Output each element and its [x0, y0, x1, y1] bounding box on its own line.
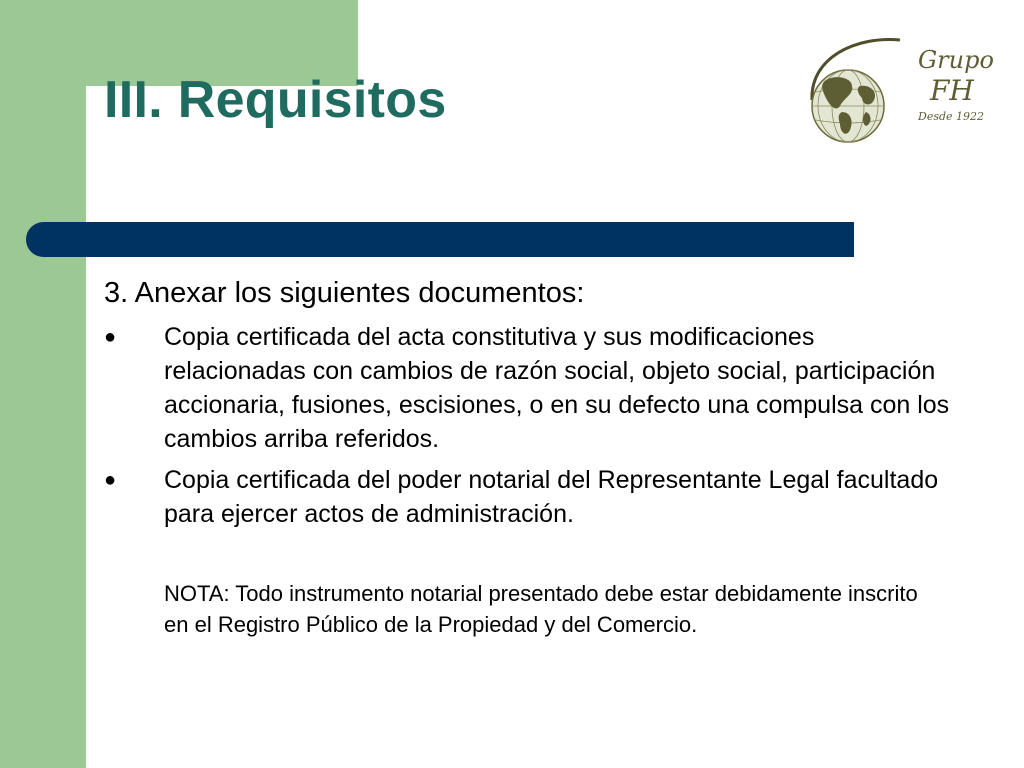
list-item-text: Copia certificada del poder notarial del Representante Legal facultado para ejercer actos de administración. [164, 466, 939, 528]
logo-text-line-1: Grupo [918, 46, 994, 74]
company-logo [800, 28, 994, 148]
slide-title: III. Requisitos [104, 71, 447, 129]
note-text: NOTA: Todo instrumento notarial presentado debe estar debidamente inscrito en el Registro Público de la Propiedad y del Comercio. [164, 581, 918, 637]
title-divider-bar [26, 222, 854, 257]
logo-text-line-3: Desde 1922 [918, 110, 985, 123]
section-heading: 3. Anexar los siguientes documentos: [104, 277, 585, 309]
list-item [104, 320, 954, 456]
side-accent-bar [0, 0, 86, 768]
requirements-list [104, 320, 954, 538]
bullet-dot-icon: ● [104, 326, 117, 348]
logo-text-line-2: FH [930, 74, 974, 107]
list-item-text: Copia certificada del acta constitutiva y sus modificaciones relacionadas con cambios de razón social, objeto social, participación accionaria, fusiones, escisiones, o en su defecto una compulsa con los cambios arriba referidos. [164, 323, 950, 453]
globe-icon [800, 28, 994, 148]
bullet-dot-icon: ● [104, 469, 117, 491]
list-item [104, 463, 954, 531]
